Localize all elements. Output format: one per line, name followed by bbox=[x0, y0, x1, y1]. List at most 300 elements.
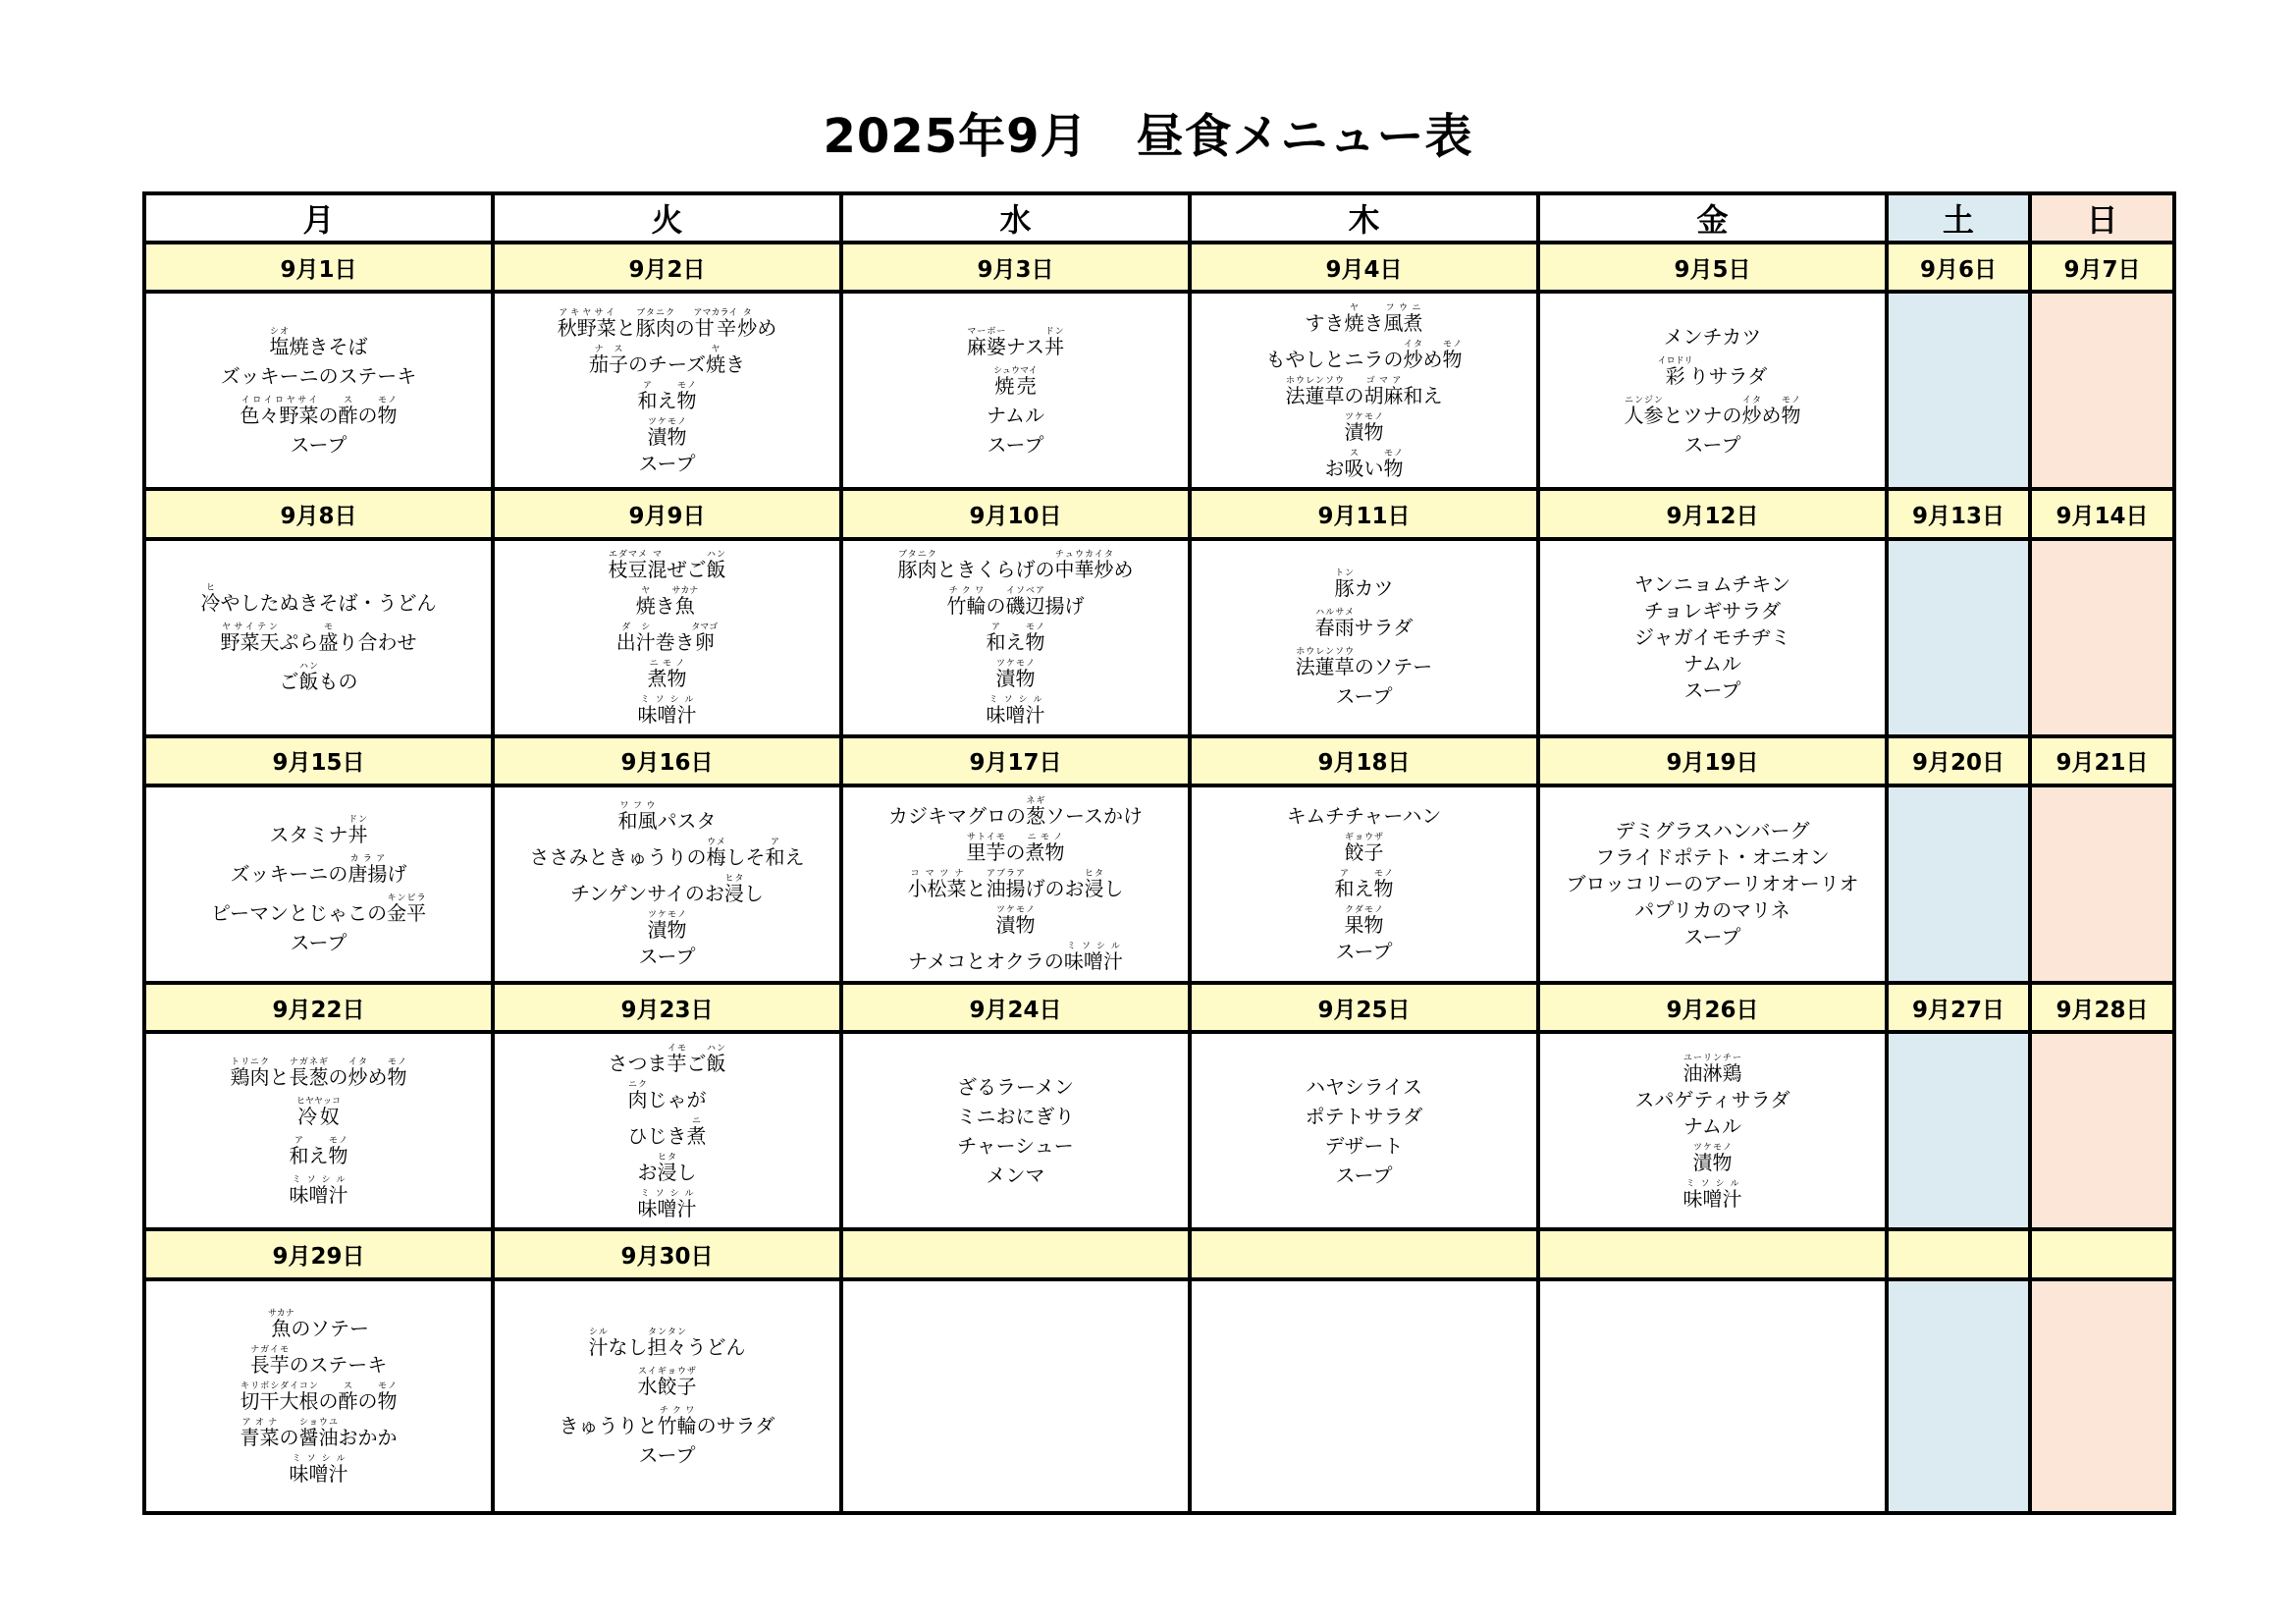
dish-text: 物 bbox=[676, 388, 697, 412]
dish-ruby bbox=[1344, 302, 1364, 335]
dish-text: い bbox=[1363, 456, 1384, 480]
dish-ruby bbox=[637, 1188, 697, 1220]
dish-text: のサラダ bbox=[696, 1413, 775, 1437]
dish-list bbox=[146, 583, 491, 694]
dish-item bbox=[230, 854, 407, 887]
dish-text: お bbox=[637, 1160, 658, 1184]
dish-item bbox=[638, 1367, 697, 1396]
dish-ruby bbox=[627, 1079, 648, 1111]
dish-reading: チクワ bbox=[657, 1405, 697, 1416]
dish-item bbox=[240, 1418, 398, 1447]
date-cell-sat: 9月20日 bbox=[1887, 736, 2030, 785]
dish-list bbox=[1192, 1074, 1536, 1187]
dish-text: ぷら bbox=[279, 630, 319, 655]
dish-ruby bbox=[1025, 833, 1065, 865]
dish-text: 磯辺 bbox=[1005, 594, 1045, 619]
dish-ruby bbox=[995, 905, 1036, 938]
dish-ruby bbox=[240, 395, 319, 427]
date-cell-wed: 9月3日 bbox=[841, 243, 1190, 292]
date-row bbox=[144, 736, 2174, 785]
dish-ruby bbox=[706, 1043, 726, 1075]
dish-item bbox=[200, 583, 437, 616]
dish-text: 鶏肉 bbox=[230, 1064, 270, 1089]
menu-cell-thu bbox=[1190, 292, 1538, 489]
dish-reading: タンタン bbox=[647, 1326, 687, 1337]
menu-cell-sat bbox=[1887, 292, 2030, 489]
dish-reading: ミソシル bbox=[637, 695, 697, 706]
menu-cell-wed bbox=[841, 785, 1190, 983]
dish-reading: ブタニク bbox=[897, 550, 937, 561]
menu-cell-mon bbox=[144, 1032, 493, 1229]
dish-text: ズッキーニのステーキ bbox=[220, 363, 417, 388]
dish-text: 浸 bbox=[657, 1160, 677, 1184]
dish-reading: ハン bbox=[706, 1043, 726, 1054]
dish-reading: アブラア bbox=[986, 869, 1026, 880]
dish-text: り合わせ bbox=[338, 630, 417, 655]
dish-reading: モ bbox=[318, 623, 339, 633]
menu-cell-sat bbox=[1887, 785, 2030, 983]
dish-item bbox=[1683, 432, 1741, 457]
dish-ruby bbox=[1657, 355, 1693, 388]
dish-item bbox=[570, 874, 764, 906]
dish-text: げ bbox=[387, 862, 407, 887]
dish-text: 餃子 bbox=[1344, 840, 1384, 865]
dish-reading: ハン bbox=[706, 550, 726, 561]
dish-item bbox=[529, 838, 805, 870]
dish-text: の bbox=[986, 594, 1006, 619]
dish-text: 混 bbox=[647, 558, 667, 582]
dish-item bbox=[290, 1136, 348, 1165]
date-cell-sun: 9月14日 bbox=[2030, 489, 2174, 538]
dish-reading: エダマメ bbox=[608, 550, 648, 561]
dish-text: スープ bbox=[290, 931, 347, 955]
dish-reading: カラア bbox=[347, 854, 388, 865]
dish-text: え bbox=[1354, 877, 1374, 901]
dish-reading: トリニク bbox=[230, 1056, 270, 1067]
dish-reading: ツケモノ bbox=[1692, 1142, 1733, 1153]
dish-text: 塩 bbox=[269, 334, 290, 358]
dish-list bbox=[495, 801, 839, 969]
dish-ruby bbox=[289, 1135, 309, 1167]
dish-reading: ヒタ bbox=[723, 874, 744, 885]
dish-text: チョレギサラダ bbox=[1643, 599, 1782, 623]
dish-item bbox=[1306, 303, 1423, 333]
dish-item bbox=[638, 1442, 696, 1467]
dish-reading: モノ bbox=[1442, 339, 1463, 350]
dish-item bbox=[897, 550, 1134, 582]
dish-reading: アマカライ bbox=[693, 307, 738, 318]
dish-ruby bbox=[765, 838, 785, 870]
date-cell-wed bbox=[841, 1229, 1190, 1278]
dish-text: デミグラスハンバーグ bbox=[1615, 819, 1810, 843]
dish-item bbox=[1286, 376, 1443, 406]
dish-text: じゃが bbox=[647, 1087, 707, 1111]
dish-text: め bbox=[367, 1064, 388, 1089]
dish-ruby bbox=[1741, 395, 1762, 427]
dish-reading: ミソシル bbox=[1063, 942, 1123, 952]
menu-cell-tue bbox=[493, 1279, 841, 1513]
dish-item bbox=[268, 1309, 369, 1338]
dish-text: と bbox=[966, 877, 987, 901]
dish-text: 酢 bbox=[338, 1388, 358, 1413]
dish-reading: スイギョウザ bbox=[637, 1366, 697, 1377]
dish-reading: クダモノ bbox=[1344, 905, 1384, 916]
dish-list bbox=[495, 308, 839, 473]
dish-text: め bbox=[1422, 347, 1443, 371]
dish-text: 物 bbox=[377, 403, 398, 427]
dish-ruby bbox=[1383, 448, 1404, 480]
menu-cell-mon bbox=[144, 292, 493, 489]
dish-ruby bbox=[1344, 833, 1384, 865]
dish-item bbox=[290, 1454, 348, 1484]
dish-text: 物 bbox=[1442, 347, 1463, 371]
date-cell-tue: 9月9日 bbox=[493, 489, 841, 538]
dish-item bbox=[957, 1074, 1074, 1099]
dish-text: 茄子 bbox=[589, 352, 628, 376]
dish-ruby bbox=[635, 586, 656, 619]
dish-item bbox=[1634, 1087, 1790, 1111]
dish-reading: ユーリンチー bbox=[1682, 1053, 1742, 1063]
dish-item bbox=[987, 1165, 1045, 1185]
dish-reading: ゴマア bbox=[1363, 375, 1404, 386]
date-cell-mon: 9月22日 bbox=[144, 983, 493, 1032]
menu-cell-sat bbox=[1887, 1032, 2030, 1229]
dish-reading: モノ bbox=[387, 1056, 407, 1067]
dish-ruby bbox=[615, 623, 656, 655]
dish-ruby bbox=[686, 1115, 707, 1148]
dish-text: ズッキーニの bbox=[230, 862, 348, 887]
dish-text: 焼 bbox=[706, 352, 725, 376]
dish-text: 野菜天 bbox=[220, 630, 280, 655]
dish-text: 味噌汁 bbox=[637, 703, 697, 728]
dish-reading: キリボシダイコン bbox=[240, 1380, 319, 1391]
dish-list bbox=[843, 327, 1188, 455]
dish-reading: モノ bbox=[1025, 623, 1045, 633]
dish-ruby bbox=[1682, 1178, 1742, 1211]
date-cell-tue: 9月23日 bbox=[493, 983, 841, 1032]
dish-ruby bbox=[693, 307, 738, 340]
dish-text: パスタ bbox=[657, 809, 717, 834]
dish-text: うどん bbox=[686, 1334, 746, 1359]
dish-reading: ハルサメ bbox=[1314, 608, 1355, 619]
dish-reading: ヤ bbox=[1344, 302, 1364, 313]
date-cell-sat: 9月27日 bbox=[1887, 983, 2030, 1032]
dish-item bbox=[986, 695, 1045, 728]
menu-cell-wed bbox=[841, 1032, 1190, 1229]
dish-item bbox=[1306, 1074, 1422, 1099]
date-cell-tue: 9月30日 bbox=[493, 1229, 841, 1278]
dish-ruby bbox=[1285, 375, 1345, 407]
dish-text: メンマ bbox=[986, 1163, 1045, 1187]
dish-ruby bbox=[240, 1417, 280, 1449]
dish-text: 漬物 bbox=[647, 424, 687, 449]
dish-reading: モノ bbox=[377, 395, 398, 406]
dish-reading: ツケモノ bbox=[995, 905, 1036, 916]
date-cell-sun: 9月7日 bbox=[2030, 243, 2174, 292]
dish-text: 浸 bbox=[723, 882, 744, 906]
dish-text: 梅 bbox=[706, 845, 726, 870]
dish-ruby bbox=[289, 1174, 348, 1207]
dish-text: ナス bbox=[1005, 334, 1045, 358]
dish-item bbox=[987, 403, 1044, 427]
dish-text: ぜご bbox=[667, 558, 707, 582]
dish-text: 焼売 bbox=[993, 373, 1038, 398]
menu-row bbox=[144, 292, 2174, 489]
date-row bbox=[144, 489, 2174, 538]
dish-text: 中華炒 bbox=[1054, 558, 1114, 582]
menu-cell-fri bbox=[1538, 1032, 1887, 1229]
dish-text: スープ bbox=[1683, 678, 1741, 703]
dish-reading: ミソシル bbox=[289, 1174, 348, 1185]
dish-text: 炒 bbox=[347, 1064, 368, 1089]
dish-text: のステーキ bbox=[289, 1352, 388, 1377]
dish-item bbox=[1683, 678, 1741, 703]
dish-text: スタミナ bbox=[269, 823, 348, 847]
dish-text: 里芋 bbox=[966, 840, 1006, 865]
dish-item bbox=[1344, 833, 1384, 865]
dish-reading: ツケモノ bbox=[647, 416, 687, 427]
dish-item bbox=[995, 659, 1036, 691]
dish-ruby bbox=[608, 550, 648, 582]
dish-text: 物 bbox=[387, 1064, 407, 1089]
dish-text: 丼 bbox=[1044, 334, 1065, 358]
dish-text: パプリカのマリネ bbox=[1634, 898, 1790, 923]
dish-ruby bbox=[986, 869, 1026, 901]
menu-cell-tue bbox=[493, 1032, 841, 1229]
dish-text: 吸 bbox=[1344, 456, 1364, 480]
dish-text: え bbox=[308, 1143, 329, 1167]
dish-ruby bbox=[289, 1056, 329, 1089]
dish-list bbox=[1540, 572, 1885, 703]
dish-text: と bbox=[269, 1064, 290, 1089]
dish-item bbox=[648, 417, 687, 447]
dish-text: 豚肉 bbox=[635, 315, 675, 340]
dish-ruby bbox=[706, 344, 725, 376]
dish-text: スープ bbox=[638, 1442, 696, 1467]
dish-text: ナメコとオクラの bbox=[908, 949, 1064, 974]
dish-text: キムチチャーハン bbox=[1286, 804, 1442, 829]
dish-text: のチーズ bbox=[628, 352, 706, 376]
date-cell-fri bbox=[1538, 1229, 1887, 1278]
dish-text: 竹輪 bbox=[657, 1413, 697, 1437]
dish-text: え bbox=[657, 388, 677, 412]
dish-text: 巻き bbox=[655, 630, 695, 655]
dish-ruby bbox=[1624, 395, 1664, 427]
menu-cell-tue bbox=[493, 539, 841, 736]
dish-text: 枝豆 bbox=[608, 558, 648, 582]
dish-text: 和風 bbox=[617, 809, 658, 834]
menu-cell-fri bbox=[1538, 539, 1887, 736]
dish-reading: コマツナ bbox=[907, 869, 967, 880]
dish-item bbox=[1663, 324, 1762, 349]
dish-reading: ス bbox=[338, 395, 358, 406]
dish-text: 味噌汁 bbox=[1682, 1186, 1742, 1211]
dish-item bbox=[1345, 412, 1384, 442]
dish-ruby bbox=[338, 1380, 358, 1413]
date-cell-sat: 9月13日 bbox=[1887, 489, 2030, 538]
dish-ruby bbox=[1442, 339, 1463, 371]
dish-text: もやしとニラの bbox=[1265, 347, 1404, 371]
dish-text: 魚 bbox=[267, 1316, 294, 1340]
dish-text: 竹輪 bbox=[946, 594, 987, 619]
dish-list bbox=[1192, 303, 1536, 478]
dish-text: の bbox=[1005, 840, 1026, 865]
dish-text: すき bbox=[1305, 310, 1345, 335]
dish-text: き bbox=[655, 594, 675, 619]
dish-item bbox=[560, 1406, 775, 1435]
dish-reading: イロイロヤサイ bbox=[240, 395, 319, 406]
dish-text: やしたぬきそば・うどん bbox=[220, 591, 437, 616]
dish-text: 酢 bbox=[338, 403, 358, 427]
dish-text: の bbox=[1344, 383, 1364, 407]
dish-reading: タ bbox=[737, 307, 758, 318]
dish-text: 風煮 bbox=[1383, 310, 1423, 335]
dish-ruby bbox=[647, 1326, 687, 1359]
dish-text: 丼 bbox=[347, 823, 368, 847]
dish-item bbox=[558, 308, 777, 338]
dish-ruby bbox=[1084, 869, 1104, 901]
dish-text: 切干大根 bbox=[240, 1388, 319, 1413]
dish-ruby bbox=[338, 395, 358, 427]
dish-reading: ス bbox=[338, 1380, 358, 1391]
dish-item bbox=[290, 931, 347, 955]
dish-item bbox=[608, 550, 726, 582]
dish-text: 長葱 bbox=[289, 1064, 329, 1089]
dish-text: 胡麻 bbox=[1363, 383, 1404, 407]
dish-reading: ブタニク bbox=[635, 307, 675, 318]
dish-item bbox=[269, 815, 368, 847]
dish-item bbox=[1683, 1113, 1741, 1138]
dish-text: 味噌汁 bbox=[289, 1461, 348, 1486]
dish-ruby bbox=[220, 623, 280, 655]
dish-list bbox=[495, 550, 839, 728]
dish-ruby bbox=[1781, 395, 1801, 427]
date-cell-fri: 9月5日 bbox=[1538, 243, 1887, 292]
dish-ruby bbox=[1344, 905, 1384, 938]
dish-reading: ワフウ bbox=[617, 801, 658, 812]
dish-ruby bbox=[637, 380, 658, 412]
dish-text: 豚 bbox=[1334, 576, 1355, 601]
date-cell-fri: 9月19日 bbox=[1538, 736, 1887, 785]
dish-item bbox=[638, 945, 696, 969]
dish-ruby bbox=[1682, 1053, 1742, 1085]
dish-ruby bbox=[1063, 942, 1123, 974]
menu-cell-fri bbox=[1538, 292, 1887, 489]
date-cell-wed: 9月10日 bbox=[841, 489, 1190, 538]
dish-text: 金平 bbox=[387, 901, 427, 926]
dish-item bbox=[1595, 845, 1830, 870]
dish-text: 小松菜 bbox=[907, 877, 967, 901]
dish-list bbox=[495, 1327, 839, 1465]
dish-ruby bbox=[249, 1344, 290, 1377]
dish-item bbox=[967, 327, 1064, 356]
dish-item bbox=[609, 1044, 726, 1073]
dish-reading: ヒ bbox=[200, 583, 221, 594]
dish-text: 春雨 bbox=[1314, 616, 1355, 640]
dish-item bbox=[1693, 1143, 1733, 1172]
dish-reading: モノ bbox=[676, 380, 697, 391]
dish-ruby bbox=[1054, 550, 1114, 582]
date-cell-thu: 9月4日 bbox=[1190, 243, 1538, 292]
dish-item bbox=[270, 327, 368, 356]
dish-ruby bbox=[647, 416, 687, 449]
dish-reading: ヤ bbox=[706, 344, 725, 354]
dish-text: スープ bbox=[1335, 940, 1393, 964]
dish-reading: モノ bbox=[377, 1380, 398, 1391]
dish-text: き bbox=[1363, 310, 1384, 335]
dish-ruby bbox=[347, 815, 368, 847]
dish-ruby bbox=[200, 583, 221, 616]
dish-reading: ニモノ bbox=[1025, 833, 1065, 843]
dish-text: のソテー bbox=[1354, 655, 1433, 679]
dish-ruby bbox=[706, 838, 726, 870]
dish-reading: ドン bbox=[1044, 326, 1065, 337]
dish-ruby bbox=[1403, 339, 1423, 371]
dish-text: 物 bbox=[377, 1388, 398, 1413]
dish-reading: イモ bbox=[667, 1043, 687, 1054]
dish-text: もの bbox=[318, 670, 358, 694]
dish-text: おかか bbox=[338, 1425, 398, 1449]
menu-row bbox=[144, 539, 2174, 736]
dish-item bbox=[1566, 872, 1859, 896]
dish-text: の bbox=[357, 1388, 378, 1413]
dish-ruby bbox=[647, 659, 687, 691]
dish-ruby bbox=[676, 380, 697, 412]
dish-text: 炒 bbox=[1741, 403, 1762, 427]
dish-text: 物 bbox=[328, 1143, 348, 1167]
dish-ruby bbox=[1344, 411, 1384, 444]
dish-text: 人参 bbox=[1624, 403, 1664, 427]
dish-item bbox=[240, 396, 398, 425]
dish-text: ソースかけ bbox=[1045, 804, 1143, 829]
dish-ruby bbox=[1334, 568, 1355, 601]
menu-cell-mon bbox=[144, 539, 493, 736]
dish-ruby bbox=[295, 1096, 341, 1128]
dish-item bbox=[1334, 568, 1394, 601]
dish-text: ささみときゅうりの bbox=[529, 845, 707, 870]
dish-ruby bbox=[1314, 608, 1355, 640]
dish-text: 甘辛 bbox=[693, 315, 738, 340]
dish-item bbox=[638, 1153, 697, 1182]
dish-text: 煮物 bbox=[1025, 840, 1065, 865]
dish-text: なし bbox=[608, 1334, 648, 1359]
dish-ruby bbox=[1025, 623, 1045, 655]
date-cell-fri: 9月26日 bbox=[1538, 983, 1887, 1032]
dish-text: お bbox=[1324, 456, 1345, 480]
dish-item bbox=[993, 366, 1038, 396]
dish-ruby bbox=[377, 395, 398, 427]
dish-item bbox=[589, 1327, 746, 1357]
dish-text: しそ bbox=[725, 845, 766, 870]
dish-ruby bbox=[289, 1453, 348, 1486]
dish-ruby bbox=[318, 623, 339, 655]
dish-ruby bbox=[993, 365, 1038, 398]
dish-reading: シュウマイ bbox=[993, 365, 1038, 376]
dish-reading: トン bbox=[1334, 568, 1355, 579]
dish-reading: ギョウザ bbox=[1344, 833, 1384, 843]
menu-cell-sun bbox=[2030, 1032, 2174, 1229]
dish-text: 味噌汁 bbox=[637, 1196, 697, 1220]
dish-ruby bbox=[387, 1056, 407, 1089]
dish-text: ナムル bbox=[1683, 1113, 1741, 1138]
dish-reading: ツケモノ bbox=[995, 659, 1036, 670]
dish-reading: モノ bbox=[1373, 869, 1394, 880]
dish-ruby bbox=[347, 1056, 368, 1089]
dish-reading: ダシ bbox=[615, 623, 656, 633]
dish-reading: ア bbox=[1334, 869, 1355, 880]
dish-text: 揚げ bbox=[1044, 594, 1085, 619]
dish-ruby bbox=[298, 1417, 339, 1449]
